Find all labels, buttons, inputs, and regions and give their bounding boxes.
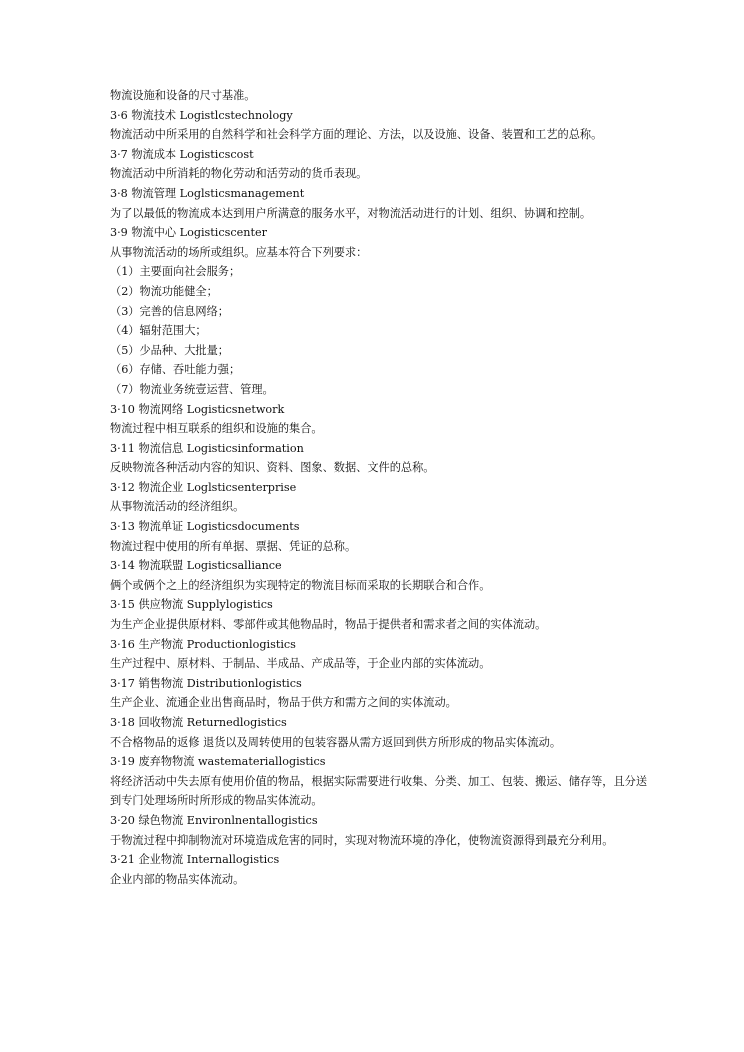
body-text: 从事物流活动的经济组织。: [110, 500, 245, 514]
section-heading: 3·8 物流管理 Loglsticsmanagement: [110, 186, 305, 200]
section-heading: 3·21 企业物流 Internallogistics: [110, 853, 280, 867]
section-heading: 3·11 物流信息 Logisticsinformation: [110, 441, 304, 455]
section-heading: 3·13 物流单证 Logisticsdocuments: [110, 520, 300, 534]
list-item: （1）主要面向社会服务；: [110, 265, 241, 279]
section-heading: 3·19 废弃物物流 wastemateriallogistics: [110, 755, 326, 769]
list-item: （4）辐射范围大；: [110, 324, 207, 338]
body-text: 从事物流活动的场所或组织。应基本符合下列要求：: [110, 245, 368, 259]
section-heading: 3·9 物流中心 Logisticscenter: [110, 226, 267, 240]
list-item: （7）物流业务统壹运营、管理。: [110, 382, 274, 396]
body-text: 物流过程中相互联系的组织和设施的集合。: [110, 422, 323, 436]
body-text: 于物流过程中抑制物流对环境造成危害的同时，实现对物流环境的净化，使物流资源得到最充分利用。: [110, 833, 614, 847]
body-text: 俩个或俩个之上的经济组织为实现特定的物流目标而采取的长期联合和合作。: [110, 578, 491, 592]
list-item: （3）完善的信息网络；: [110, 304, 229, 318]
body-text: 生产企业、流通企业出售商品时，物品于供方和需方之间的实体流动。: [110, 696, 457, 710]
body-text: 物流过程中使用的所有单据、票据、凭证的总称。: [110, 539, 357, 553]
body-text: 为生产企业提供原材料、零部件或其他物品时，物品于提供者和需求者之间的实体流动。: [110, 618, 547, 632]
section-heading: 3·17 销售物流 Distributionlogistics: [110, 676, 302, 690]
section-heading: 3·15 供应物流 Supplylogistics: [110, 598, 273, 612]
body-text: 不合格物品的返修 退货以及周转使用的包装容器从需方返回到供方所形成的物品实体流动。: [110, 735, 562, 749]
section-heading: 3·12 物流企业 Loglsticsenterprise: [110, 480, 297, 494]
document-page: [110, 86, 650, 889]
body-text: 企业内部的物品实体流动。: [110, 872, 245, 886]
section-heading: 3·6 物流技术 Logistlcstechnology: [110, 108, 293, 122]
body-text: 物流活动中所消耗的物化劳动和活劳动的货币表现。: [110, 167, 368, 181]
section-heading: 3·14 物流联盟 Logisticsalliance: [110, 559, 282, 573]
section-heading: 3·10 物流网络 Logisticsnetwork: [110, 402, 285, 416]
body-text: 将经济活动中失去原有使用价值的物品，根据实际需要进行收集、分类、加工、包装、搬运、储存等，且分送到专门处理场所时所形成的物品实体流动。: [110, 774, 648, 808]
list-item: （2）物流功能健全；: [110, 284, 218, 298]
section-heading: 3·18 回收物流 Returnedlogistics: [110, 716, 287, 729]
list-item: （6）存储、吞吐能力强；: [110, 363, 241, 377]
body-text: 为了以最低的物流成本达到用户所满意的服务水平，对物流活动进行的计划、组织、协调和控制。: [110, 206, 592, 220]
body-text: 反映物流各种活动内容的知识、资料、图象、数据、文件的总称。: [110, 461, 435, 475]
body-text: 物流活动中所采用的自然科学和社会科学方面的理论、方法，以及设施、设备、装置和工艺的总称。: [110, 128, 603, 142]
section-heading: 3·20 绿色物流 Environlnentallogistics: [110, 813, 318, 827]
list-item: （5）少品种、大批量；: [110, 343, 229, 357]
section-heading: 3·16 生产物流 Productionlogistics: [110, 637, 296, 651]
section-heading: 3·7 物流成本 Logisticscost: [110, 147, 254, 161]
body-text: 物流设施和设备的尺寸基准。: [110, 89, 256, 102]
body-text: 生产过程中、原材料、于制品、半成品、产成品等，于企业内部的实体流动。: [110, 657, 491, 671]
